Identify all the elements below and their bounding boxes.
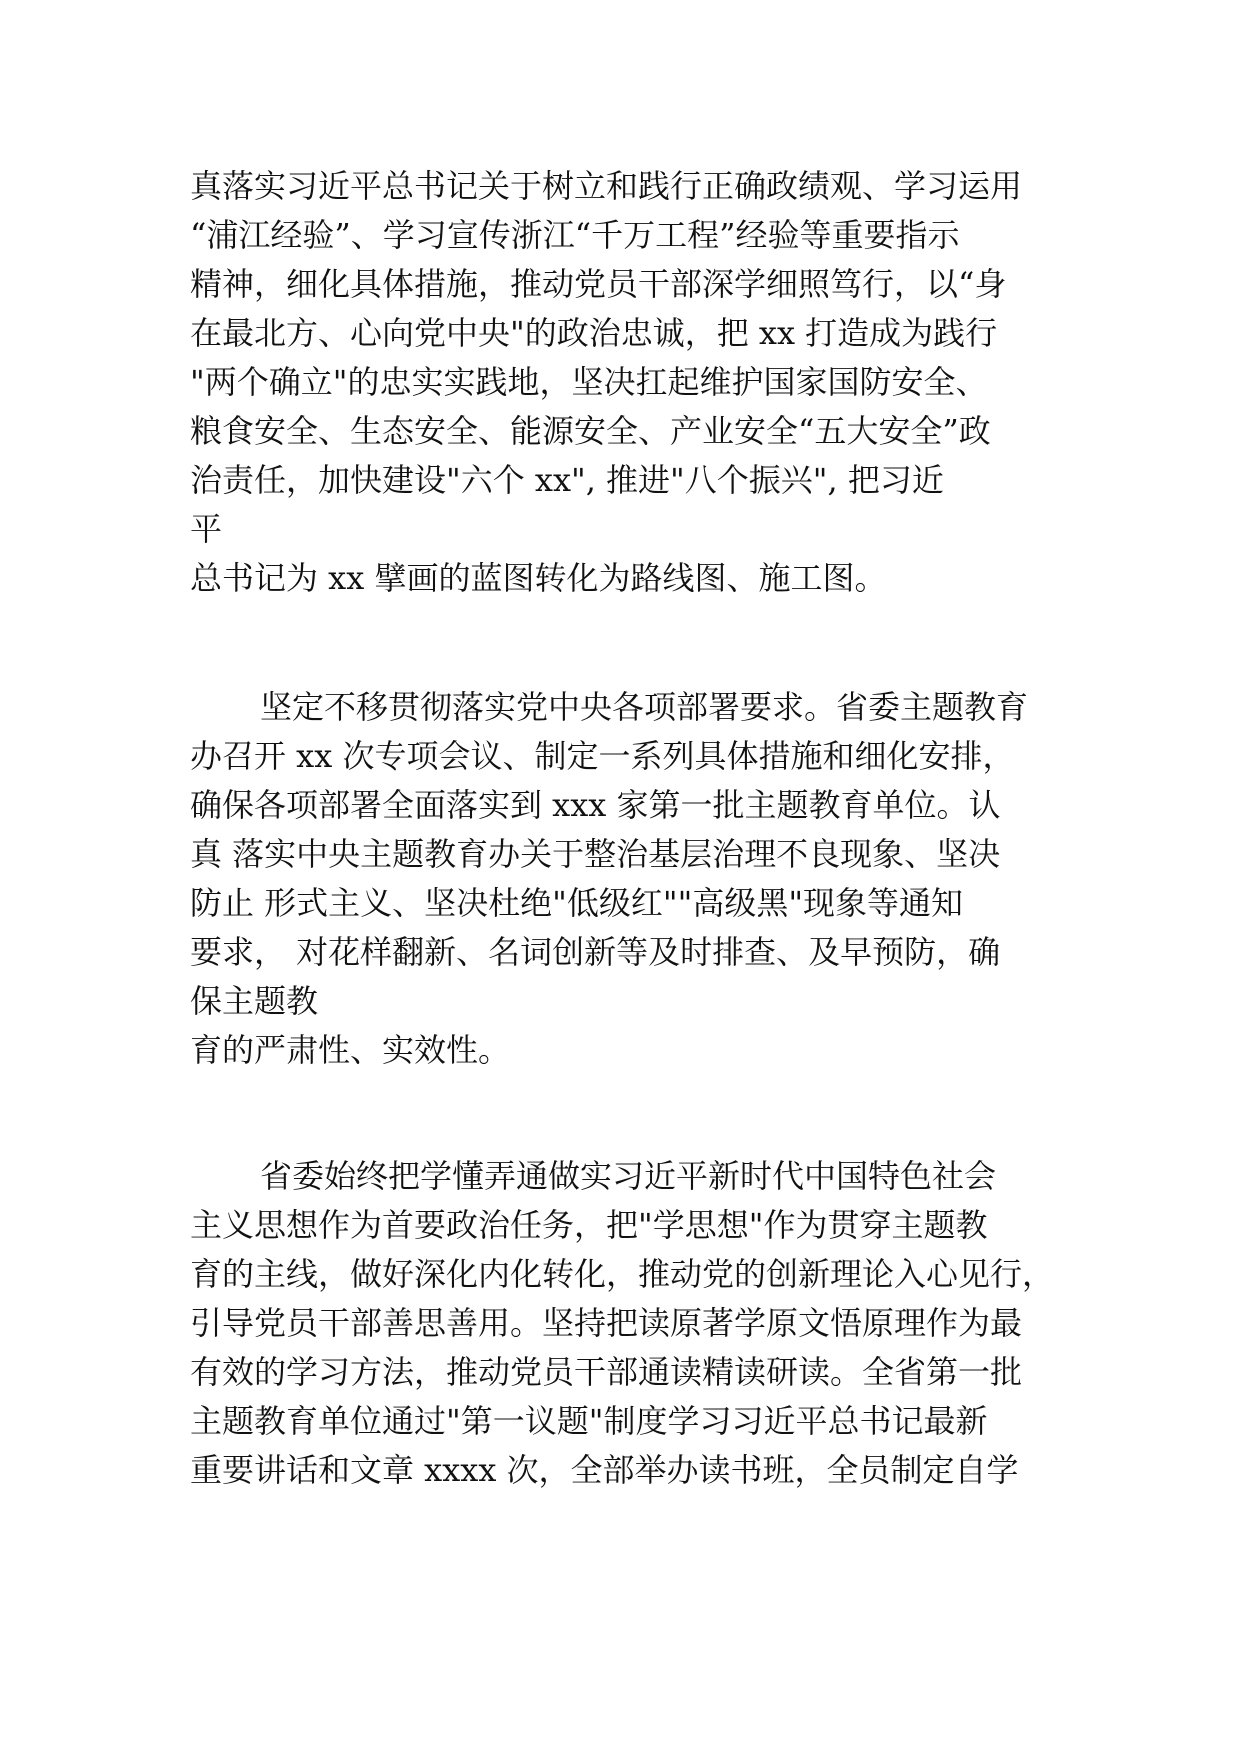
text-line: 主题教育单位通过"第一议题"制度学习习近平总书记最新 [190,1402,988,1440]
text-line: "两个确立"的忠实实践地，坚决扛起维护国家国防安全、 [190,363,988,401]
paragraph-1 [190,162,1070,603]
text-line: 真 落实中央主题教育办关于整治基层治理不良现象、坚决 [190,835,1001,873]
text-line: 引导党员干部善思善用。坚持把读原著学原文悟原理作为最 [190,1304,1023,1342]
text-line: 在最北方、心向党中央"的政治忠诚，把 xx 打造成为践行 [190,314,998,352]
text-line: 总书记为 xx 擘画的蓝图转化为路线图、施工图。 [190,559,887,597]
text-line: 平 [190,510,223,548]
text-line: 真落实习近平总书记关于树立和践行正确政绩观、学习运用 [190,167,1023,205]
text-line: 精神，细化具体措施，推动党员干部深学细照笃行，以“身 [190,265,1007,303]
text-line: 重要讲话和文章 xxxx 次，全部举办读书班，全员制定自学 [190,1451,1019,1489]
text-line-first: 省委始终把学懂弄通做实习近平新时代中国特色社会 [260,1157,997,1195]
paragraph-3 [190,1152,1070,1495]
text-line: 防止 形式主义、坚决杜绝"低级红""高级黑"现象等通知 [190,884,964,922]
text-line: 有效的学习方法，推动党员干部通读精读研读。全省第一批 [190,1353,1023,1391]
text-line: 要求， 对花样翻新、名词创新等及时排查、及早预防，确 [190,933,1001,971]
text-line: 粮食安全、生态安全、能源安全、产业安全“五大安全”政 [190,412,991,450]
text-line: 办召开 xx 次专项会议、制定一系列具体措施和细化安排， [190,737,1015,775]
text-line: 育的主线，做好深化内化转化，推动党的创新理论入心见行， [190,1255,1055,1293]
text-line: 确保各项部署全面落实到 xxx 家第一批主题教育单位。认 [190,786,1001,824]
text-line-first: 坚定不移贯彻落实党中央各项部署要求。省委主题教育 [260,688,1029,726]
text-line: 育的严肃性、实效性。 [190,1031,511,1069]
text-line: 治责任，加快建设"六个 xx", 推进"八个振兴", 把习近 [190,461,944,499]
text-line: “浦江经验”、学习宣传浙江“千万工程”经验等重要指示 [190,216,960,254]
text-line: 主义思想作为首要政治任务，把"学思想"作为贯穿主题教 [190,1206,988,1244]
text-line: 保主题教 [190,982,319,1020]
paragraph-2 [190,683,1070,1075]
